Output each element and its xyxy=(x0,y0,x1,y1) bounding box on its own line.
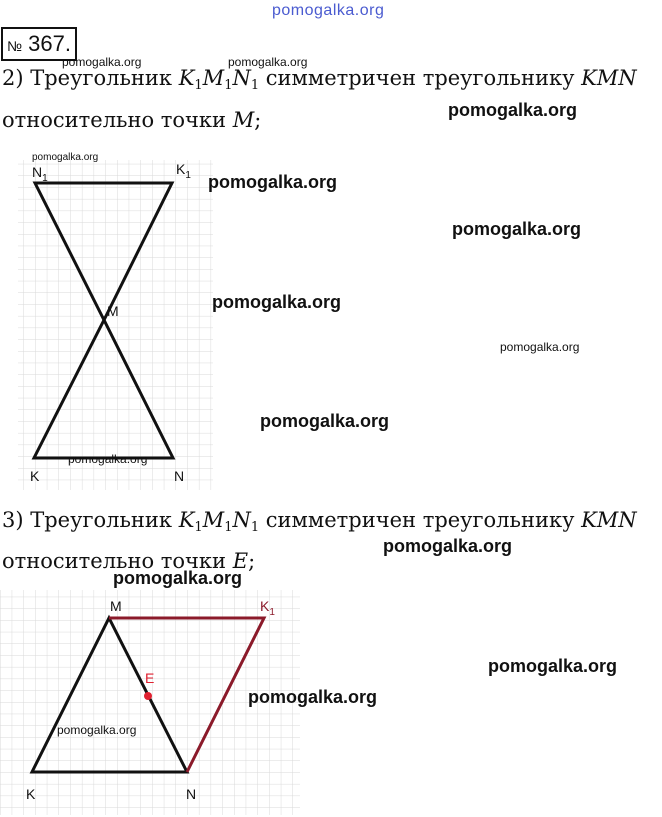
watermark: pomogalka.org xyxy=(448,100,578,120)
label-k-fig2: K xyxy=(30,468,40,484)
watermark: pomogalka.org xyxy=(113,568,243,588)
watermark: pomogalka.org xyxy=(248,687,378,707)
part3-tri1-k: K xyxy=(178,508,195,532)
part3-sub: 1 xyxy=(250,520,260,535)
label-e-fig3: E xyxy=(145,670,155,686)
part3-tri2: KMN xyxy=(581,508,637,532)
watermark: pomogalka.org xyxy=(212,292,342,312)
label-k1-fig2: $K_1$ xyxy=(176,161,191,181)
part2-statement-line1 xyxy=(2,66,637,93)
part3-prefix: 3) Треугольник xyxy=(2,508,179,532)
part3-tri1-n: N xyxy=(232,508,251,532)
label-m-fig2: M xyxy=(107,303,119,319)
part2-statement-line2 xyxy=(2,108,261,132)
label-n1-fig2: $N_1$ xyxy=(32,164,48,184)
part2-point: M xyxy=(232,108,255,132)
watermark: pomogalka.org xyxy=(260,411,390,431)
watermark: pomogalka.org xyxy=(208,172,338,192)
part3-sub: 1 xyxy=(194,520,203,535)
part2-sub: 1 xyxy=(250,78,260,93)
part2-tri1-m: M xyxy=(202,66,225,90)
watermark: pomogalka.org xyxy=(500,340,580,354)
label-k-fig3: K xyxy=(26,786,36,802)
part3-mid: симметричен треугольнику xyxy=(259,508,582,532)
label-n-fig3: N xyxy=(186,786,197,802)
part2-sub: 1 xyxy=(224,78,233,93)
site-title: pomogalka.org xyxy=(272,2,385,19)
watermark: pomogalka.org xyxy=(488,656,618,676)
label-m-fig3: M xyxy=(110,598,122,614)
number-symbol: № xyxy=(7,38,23,54)
part3-point: E xyxy=(232,549,249,573)
part3-sub: 1 xyxy=(224,520,233,535)
part2-tri1-k: K xyxy=(178,66,195,90)
part2-tri1-n: N xyxy=(232,66,251,90)
part2-line2-prefix: относительно точки xyxy=(2,108,233,132)
part3-tri1-m: M xyxy=(202,508,225,532)
watermark: pomogalka.org xyxy=(452,219,582,239)
watermark: pomogalka.org xyxy=(383,536,513,556)
watermark: pomogalka.org xyxy=(228,55,308,69)
label-k1-fig3: $K_1$ xyxy=(260,598,275,618)
point-e-dot xyxy=(144,692,152,700)
part3-line2-prefix: относительно точки xyxy=(2,549,233,573)
part2-tri2: KMN xyxy=(581,66,637,90)
part2-sub: 1 xyxy=(194,78,203,93)
part2-prefix: 2) Треугольник xyxy=(2,66,179,90)
watermark: pomogalka.org xyxy=(57,723,137,737)
label-n-fig2: N xyxy=(174,468,185,484)
watermark: pomogalka.org xyxy=(32,152,99,163)
part3-statement-line1 xyxy=(2,508,637,535)
watermark: pomogalka.org xyxy=(68,452,148,466)
part3-suffix: ; xyxy=(248,549,256,573)
part2-suffix: ; xyxy=(254,108,262,132)
number-value: 367. xyxy=(28,31,71,56)
part2-mid: симметричен треугольнику xyxy=(259,66,582,90)
watermark: pomogalka.org xyxy=(62,55,142,69)
